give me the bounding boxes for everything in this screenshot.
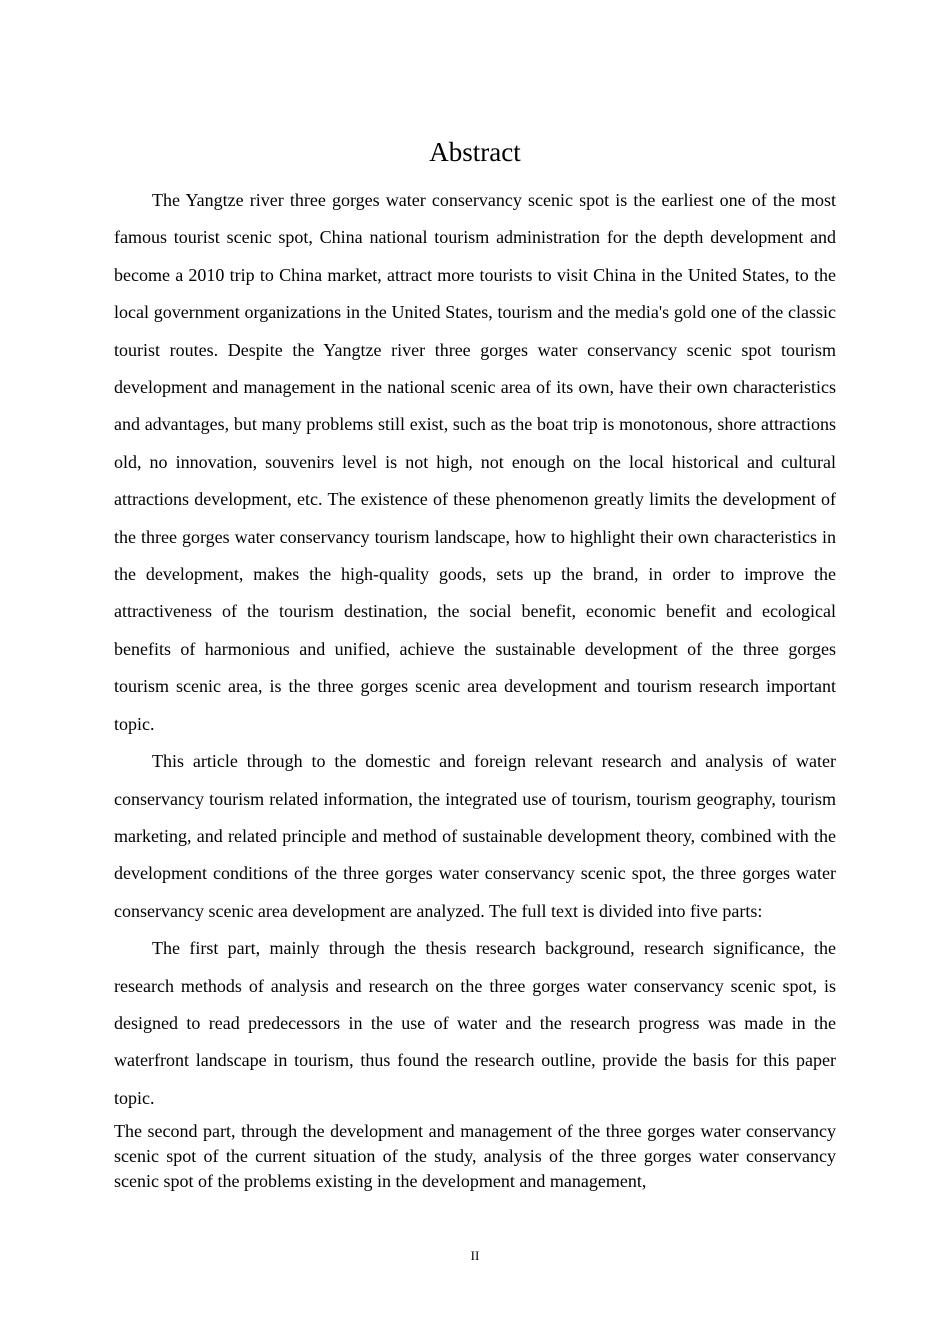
abstract-title: Abstract: [429, 137, 521, 167]
paragraph-3: The first part, mainly through the thesis research background, research significance, the research methods of analysis and research on the three gorges water conservancy scenic spot, is designed to read predecessors in the use of water and the research progress was made in the waterfront landscape in tourism, thus found the research outline, provide the basis for this paper topic.: [114, 938, 836, 1108]
paragraph-4: The second part, through the development and management of the three gorges water conservancy scenic spot of the current situation of the study, analysis of the three gorges water conservancy scenic spot of the problems existing in the development and management,: [114, 1121, 836, 1192]
abstract-body: [114, 182, 836, 1194]
paragraph-2: This article through to the domestic and foreign relevant research and analysis of water conservancy tourism related information, the integrated use of tourism, tourism geography, tourism marketing, and related principle and method of sustainable development theory, combined with the development conditions of the three gorges water conservancy scenic spot, the three gorges water conservancy scenic area development are analyzed. The full text is divided into five parts:: [114, 751, 836, 921]
page-number: II: [470, 1248, 480, 1263]
paragraph-1: The Yangtze river three gorges water conservancy scenic spot is the earliest one of the most famous tourist scenic spot, China national tourism administration for the depth development and become a 2010 trip to China market, attract more tourists to visit China in the United States, to the local government organizations in the United States, tourism and the media's gold one of the classic tourist routes. Despite the Yangtze river three gorges water conservancy scenic spot tourism development and management in the national scenic area of its own, have their own characteristics and advantages, but many problems still exist, such as the boat trip is monotonous, shore attractions old, no innovation, souvenirs level is not high, not enough on the local historical and cultural attractions development, etc. The existence of these phenomenon greatly limits the development of the three gorges water conservancy tourism landscape, how to highlight their own characteristics in the development, makes the high-quality goods, sets up the brand, in order to improve the attractiveness of the tourism destination, the social benefit, economic benefit and ecological benefits of harmonious and unified, achieve the sustainable development of the three gorges tourism scenic area, is the three gorges scenic area development and tourism research important topic.: [114, 190, 836, 734]
